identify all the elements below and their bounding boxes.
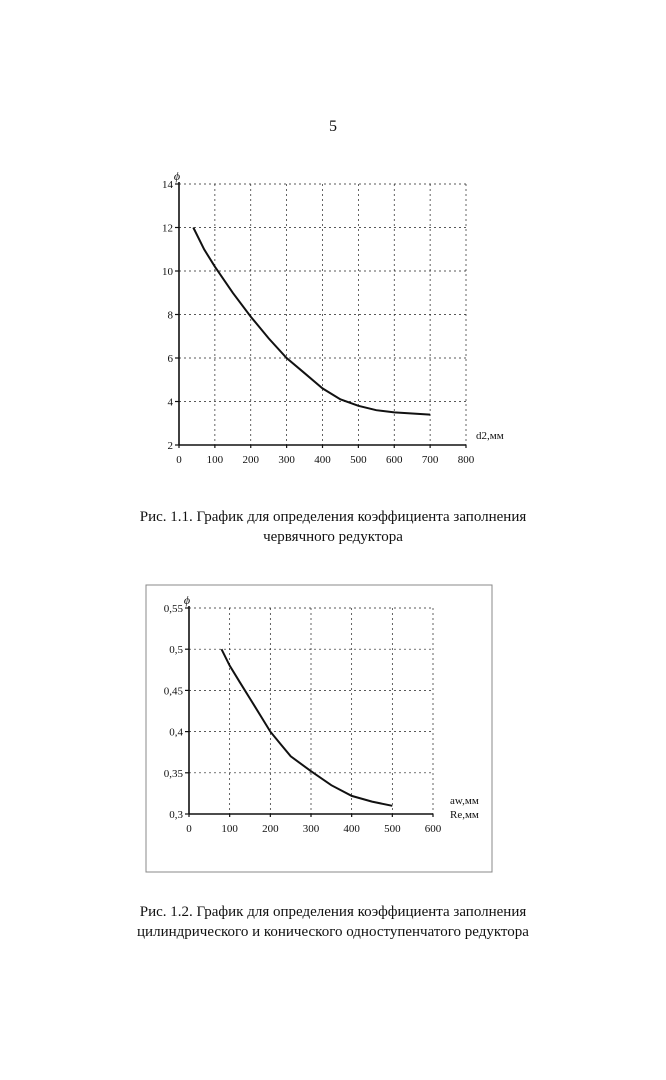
x-tick-label: 100 bbox=[206, 454, 224, 466]
y-tick-label: 0,5 bbox=[169, 644, 183, 657]
y-axis-label: ϕ bbox=[173, 169, 181, 183]
caption-fig-1-1-line-2: червячного редуктора bbox=[263, 529, 403, 545]
caption-fig-1-2-line-2: цилиндрического и конического одноступенчатого редуктора bbox=[137, 924, 529, 940]
y-tick-label: 10 bbox=[162, 266, 173, 278]
chart-filling-coefficient-gear bbox=[0, 575, 666, 885]
y-tick-label: 4 bbox=[167, 396, 173, 409]
chart-filling-coefficient-worm bbox=[0, 160, 666, 490]
x-tick-label: 400 bbox=[343, 823, 360, 835]
y-tick-label: 2 bbox=[167, 440, 173, 452]
x-tick-label: 500 bbox=[384, 823, 401, 835]
y-tick-label: 0,35 bbox=[163, 767, 183, 780]
x-axis-label: Rе,мм bbox=[450, 809, 479, 821]
x-axis-label: d2,мм bbox=[476, 430, 504, 442]
y-axis-label: ϕ bbox=[183, 593, 191, 607]
y-tick-label: 6 bbox=[167, 353, 173, 365]
x-tick-label: 100 bbox=[221, 823, 238, 835]
x-tick-label: 300 bbox=[278, 454, 295, 466]
x-tick-label: 200 bbox=[262, 823, 279, 835]
x-tick-label: 400 bbox=[314, 454, 331, 466]
x-tick-label: 0 bbox=[176, 454, 182, 466]
y-tick-label: 0,3 bbox=[169, 809, 183, 821]
caption-fig-1-1-line-1: Рис. 1.1. График для определения коэффициента заполнения bbox=[139, 509, 527, 525]
x-axis-label: aw,мм bbox=[450, 795, 479, 807]
x-tick-label: 500 bbox=[350, 454, 367, 466]
caption-fig-1-2 bbox=[0, 902, 666, 942]
caption-fig-1-2-line-1: Рис. 1.2. График для определения коэффициента заполнения bbox=[139, 904, 527, 920]
caption-fig-1-1 bbox=[0, 507, 666, 547]
y-tick-label: 0,4 bbox=[169, 726, 183, 739]
y-tick-label: 14 bbox=[162, 179, 173, 191]
x-tick-label: 600 bbox=[386, 454, 403, 466]
x-tick-label: 600 bbox=[424, 823, 442, 835]
y-tick-label: 0,55 bbox=[163, 603, 183, 615]
x-tick-label: 0 bbox=[186, 823, 192, 835]
y-tick-label: 12 bbox=[162, 222, 173, 235]
page-number: 5 bbox=[329, 118, 337, 135]
y-tick-label: 0,45 bbox=[163, 685, 183, 698]
series-line bbox=[222, 649, 393, 806]
y-tick-label: 8 bbox=[167, 309, 173, 322]
x-tick-label: 300 bbox=[302, 823, 320, 835]
x-tick-label: 700 bbox=[421, 454, 439, 466]
x-tick-label: 800 bbox=[457, 454, 475, 466]
x-tick-label: 200 bbox=[242, 454, 259, 466]
